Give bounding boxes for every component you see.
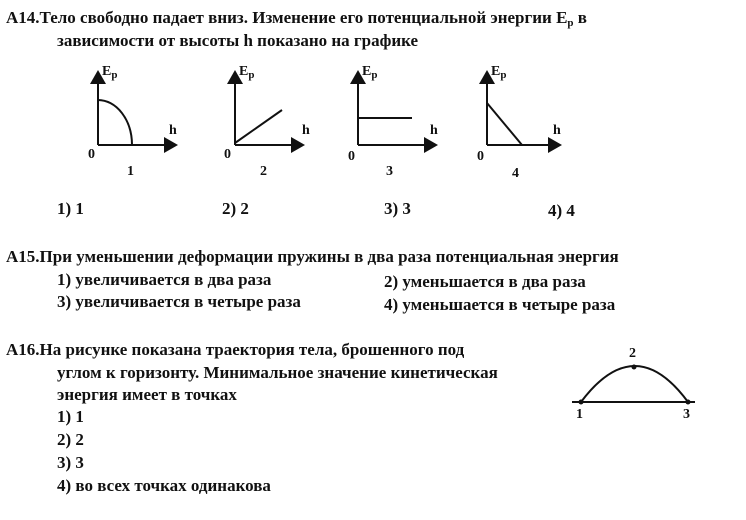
a16-option-3[interactable]: 3) 3: [57, 453, 84, 472]
trajectory-label-2: 2: [629, 346, 636, 361]
graph-4-line: [487, 103, 522, 145]
graph-1-x-label: h: [169, 123, 177, 138]
trajectory-point-3: [686, 400, 691, 405]
a14-line1-text: Тело свободно падает вниз. Изменение его потенциальной энергии: [39, 8, 557, 27]
graph-3-y-label: $E_p$: [362, 64, 378, 81]
trajectory-point-2: [632, 365, 637, 370]
a15-question: A15.При уменьшении деформации пружины в два раза потенциальная энергия: [6, 247, 619, 266]
graph-1-y-label: $E_p$: [102, 64, 118, 81]
a14-question-line2: зависимости от высоты h показано на графике: [57, 31, 419, 50]
a16-question-line2: углом к горизонту. Минимальное значение кинетическая: [57, 363, 498, 382]
trajectory-label-3: 3: [683, 407, 690, 422]
trajectory-label-1: 1: [576, 407, 583, 422]
a15-option-1[interactable]: 1) увеличивается в два раза: [57, 270, 272, 289]
graph-3-origin: 0: [348, 149, 355, 164]
a14-option-1[interactable]: 1) 1: [57, 199, 84, 218]
a14-option-2[interactable]: 2) 2: [222, 199, 249, 218]
graph-2-x-label: h: [302, 123, 310, 138]
trajectory-figure: [572, 365, 695, 405]
graph-4-number: 4: [512, 166, 519, 181]
graph-4-x-label: h: [553, 123, 561, 138]
graph-3-x-label: h: [430, 123, 438, 138]
a14-line1-end: в: [573, 8, 587, 27]
a14-option-3[interactable]: 3) 3: [384, 199, 411, 218]
a16-option-4[interactable]: 4) во всех точках одинакова: [57, 476, 271, 495]
graph-2-origin: 0: [224, 147, 231, 162]
graph-4-origin: 0: [477, 149, 484, 164]
a14-number: A14.: [6, 8, 40, 27]
energy-symbol-sub: p: [567, 17, 574, 29]
a15-option-2[interactable]: 2) уменьшается в два раза: [384, 272, 586, 291]
a16-option-1[interactable]: 1) 1: [57, 407, 84, 426]
energy-symbol: E: [556, 8, 568, 27]
a14-option-4[interactable]: 4) 4: [548, 201, 575, 220]
a16-question-line3: энергия имеет в точках: [57, 385, 237, 404]
a15-option-4[interactable]: 4) уменьшается в четыре раза: [384, 295, 616, 314]
graph-4-y-label: $E_p$: [491, 64, 507, 81]
trajectory-point-1: [579, 400, 584, 405]
graph-1-curve: [98, 100, 132, 145]
graph-2-line: [235, 110, 282, 143]
a16-option-2[interactable]: 2) 2: [57, 430, 84, 449]
graph-1-number: 1: [127, 164, 134, 179]
a16-question-line1: A16.На рисунке показана траектория тела, брошенного под: [6, 340, 465, 359]
graph-2-y-label: $E_p$: [239, 64, 255, 81]
graph-1-origin: 0: [88, 147, 95, 162]
a15-option-3[interactable]: 3) увеличивается в четыре раза: [57, 292, 301, 311]
trajectory-curve: [581, 366, 688, 402]
graph-2-number: 2: [260, 164, 267, 179]
graph-3-number: 3: [386, 164, 393, 179]
